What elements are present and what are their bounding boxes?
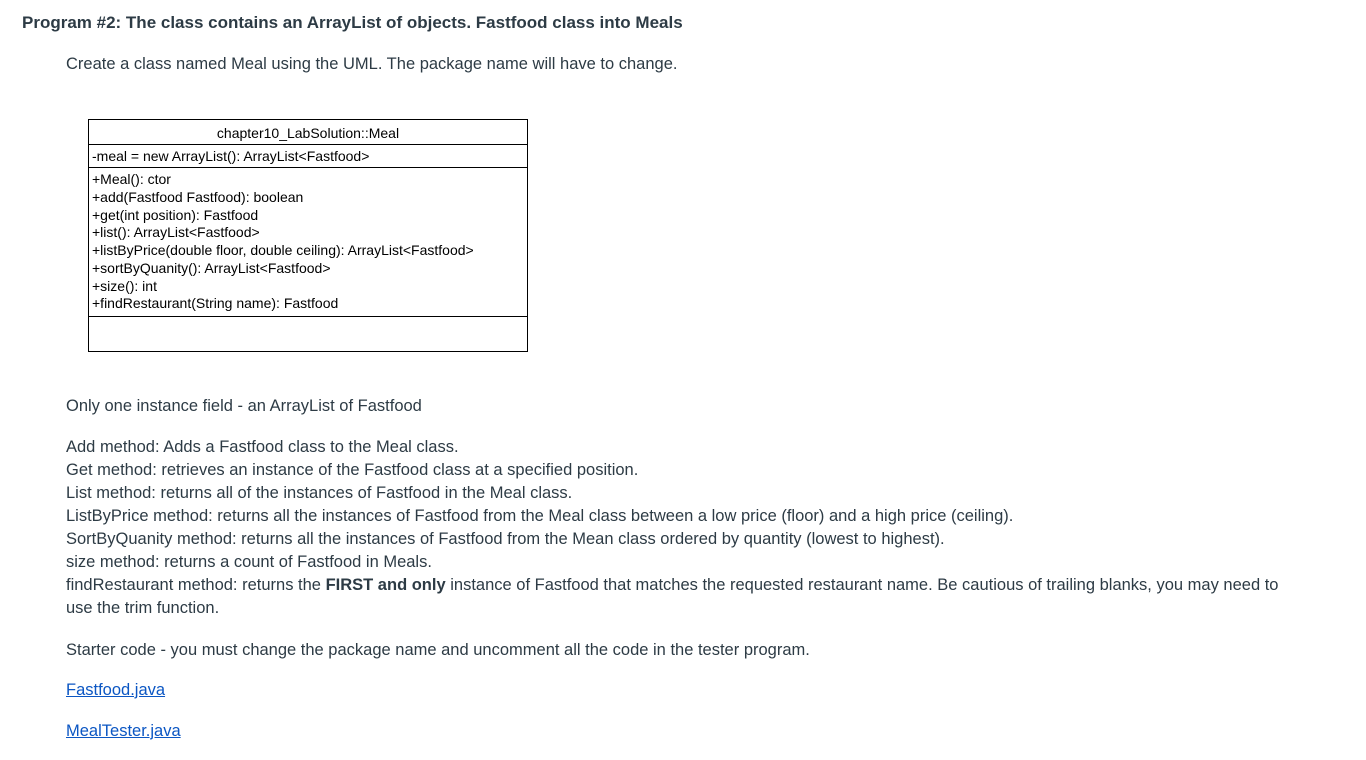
- find-restaurant-emphasis: FIRST and only: [325, 576, 446, 594]
- description-find-restaurant: [66, 574, 1286, 620]
- find-restaurant-suffix: instance of Fastfood that matches the requested restaurant name. Be cautious of trailing blanks, you may need to use the trim function.: [66, 576, 1279, 617]
- uml-attribute: -meal = new ArrayList(): ArrayList<Fastfood>: [89, 145, 527, 168]
- description-size: size method: returns a count of Fastfood in Meals.: [66, 553, 432, 571]
- description-add: Add method: Adds a Fastfood class to the Meal class.: [66, 438, 459, 456]
- intro-text: Create a class named Meal using the UML. The package name will have to change.: [66, 55, 678, 73]
- uml-diagram: [88, 119, 528, 352]
- instance-field-text: Only one instance field - an ArrayList of Fastfood: [66, 397, 422, 415]
- description-sort-by-quanity: SortByQuanity method: returns all the instances of Fastfood from the Mean class ordered by quantity (lowest to highest).: [66, 530, 945, 548]
- description-get: Get method: retrieves an instance of the Fastfood class at a specified position.: [66, 461, 639, 479]
- uml-methods-section: [89, 168, 527, 317]
- mealtester-java-link[interactable]: MealTester.java: [66, 722, 181, 740]
- uml-empty-section: [89, 317, 527, 351]
- starter-text: Starter code - you must change the package name and uncomment all the code in the tester program.: [66, 641, 810, 659]
- description-list-by-price: ListByPrice method: returns all the instances of Fastfood from the Meal class between a low price (floor) and a high price (ceiling).: [66, 507, 1014, 525]
- uml-method: +list(): ArrayList<Fastfood>: [92, 224, 260, 241]
- uml-method: +size(): int: [92, 277, 157, 294]
- page-title: Program #2: The class contains an ArrayList of objects. Fastfood class into Meals: [22, 13, 683, 32]
- uml-method: +Meal(): ctor: [92, 171, 171, 187]
- description-list: List method: returns all of the instances of Fastfood in the Meal class.: [66, 484, 573, 502]
- uml-method: +sortByQuanity(): ArrayList<Fastfood>: [92, 259, 331, 276]
- uml-class-name: chapter10_LabSolution::Meal: [89, 120, 527, 145]
- uml-method: +add(Fastfood Fastfood): boolean: [92, 188, 304, 205]
- find-restaurant-prefix: findRestaurant method: returns the: [66, 576, 326, 594]
- fastfood-java-link[interactable]: Fastfood.java: [66, 681, 166, 699]
- uml-method: +findRestaurant(String name): Fastfood: [92, 295, 339, 312]
- uml-method: +listByPrice(double floor, double ceiling): ArrayList<Fastfood>: [92, 242, 474, 258]
- uml-method: +get(int position): Fastfood: [92, 206, 259, 223]
